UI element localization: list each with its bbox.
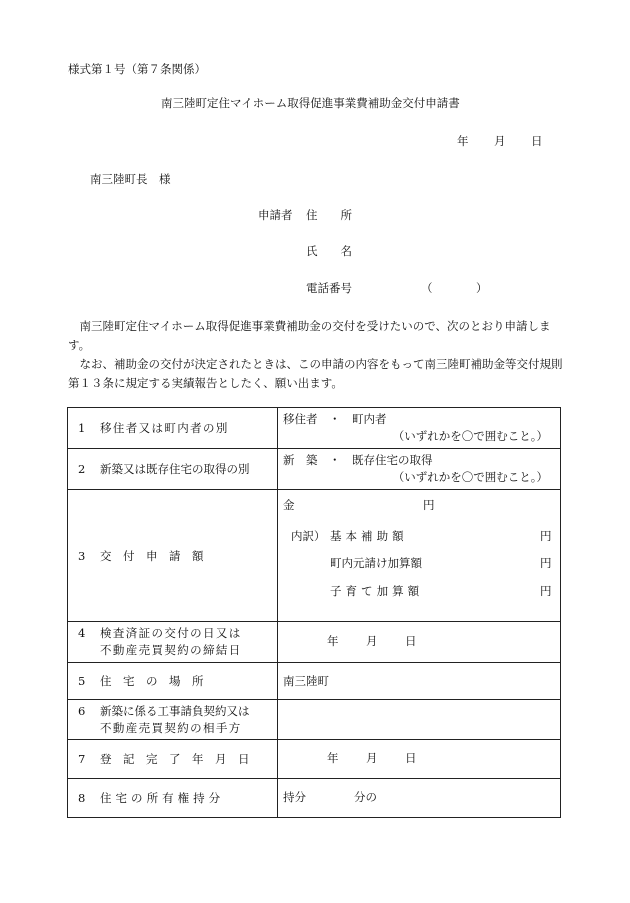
circle-note: （いずれかを〇で囲むこと。） [392,429,548,443]
body-paragraph-2: なお、補助金の交付が決定されたときは、この申請の内容をもって南三陸町補助金等交付規則第１３条に規定する実績報告としたく、願い出ます。 [68,357,563,390]
date-day: 日 [531,134,543,148]
table-row [68,449,561,490]
amount-yen: 円 [423,498,435,512]
table-row [68,740,561,779]
share-prefix: 持分 [283,790,306,804]
breakdown-label: 内訳） [291,529,326,543]
page-title: 南三陸町定住マイホーム取得促進事業費補助金交付申請書 [161,96,460,110]
childcare-yen: 円 [540,584,552,598]
name-label: 氏 名 [306,244,352,258]
body-paragraph-1: 南三陸町定住マイホーム取得促進事業費補助金の交付を受けたいので、次のとおり申請します。 [68,319,551,352]
row-label-line2: 不動産売買契約の相手方 [100,720,242,735]
date-year: 年 [327,751,339,765]
date-month: 月 [494,134,506,148]
resident-type-choice: 移住者 ・ 町内者 [283,412,387,426]
date-month: 月 [366,751,378,765]
local-contractor-yen: 円 [540,556,552,570]
address-label: 住 所 [306,208,352,222]
local-contractor-label: 町内元請け加算額 [330,556,422,570]
basic-subsidy-label: 基本補助額 [330,529,408,543]
date-month: 月 [366,634,378,648]
row-label: 住宅の所有権持分 [100,791,225,805]
table-row [68,779,561,818]
row-label: 新築又は既存住宅の取得の別 [100,462,250,476]
row-number: 5 [78,674,86,688]
table-row [68,663,561,700]
amount-prefix: 金 [283,498,295,512]
table-row [68,490,561,622]
house-type-choice: 新 築 ・ 既存住宅の取得 [283,453,433,467]
table-row [68,700,561,740]
share-suffix: 分の [354,790,377,804]
row-label: 登 記 完 了 年 月 日 [100,752,250,766]
row-label: 移住者又は町内者の別 [100,421,229,435]
basic-subsidy-yen: 円 [540,529,552,543]
table-row [68,408,561,449]
form-number: 様式第１号（第７条関係） [68,62,206,76]
house-location-value: 南三陸町 [278,663,561,700]
application-table [67,407,561,818]
counterparty-value [278,700,561,740]
row-number: 3 [78,548,86,563]
date-day: 日 [405,634,417,648]
row-number: 1 [78,421,86,435]
table-row [68,622,561,663]
row-number: 7 [78,752,86,766]
date-year: 年 [327,634,339,648]
row-number: 4 [78,626,86,640]
row-label: 住 宅 の 場 所 [100,674,204,688]
childcare-label: 子育て加算額 [330,584,424,598]
date-day: 日 [405,751,417,765]
circle-note: （いずれかを〇で囲むこと。） [392,470,548,484]
row-number: 8 [78,791,86,805]
row-label-line2: 不動産売買契約の締結日 [100,643,242,657]
row-label-line1: 検査済証の交付の日又は [100,626,242,640]
phone-label: 電話番号 [306,281,352,295]
row-label-line1: 新築に係る工事請負契約又は [100,703,250,718]
row-label: 交 付 申 請 額 [100,548,204,563]
applicant-label: 申請者 [258,208,293,222]
phone-paren-open: （ [421,281,433,295]
row-number: 2 [78,462,86,476]
addressee: 南三陸町長 様 [90,172,171,186]
row-number: 6 [78,703,86,718]
date-year: 年 [457,134,469,148]
phone-paren-close: ） [476,281,488,295]
